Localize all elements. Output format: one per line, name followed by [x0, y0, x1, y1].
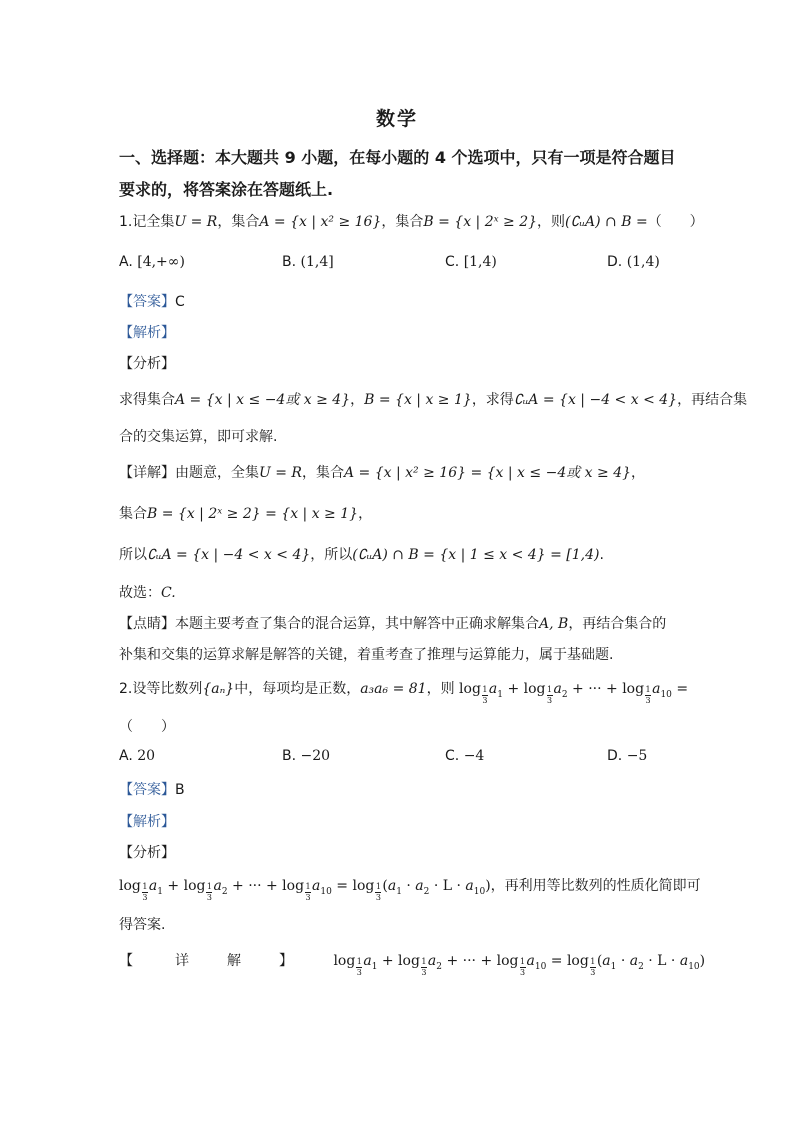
q2-fenxi-tag: 【分析】 [119, 845, 175, 861]
q1-option-b[interactable]: B. (1,4] [282, 254, 334, 270]
section-heading-cont: 要求的，将答案涂在答题纸上. [119, 180, 334, 199]
q1-analysis-tag: 【解析】 [119, 325, 175, 341]
log-identity-expression: log $\frac{1}{3}$ $a_1 + \log$ $\frac{1}{3}$ $a_2$ + ··· + log $\frac{1}{3}$ $a_{10} = \log$ $\frac{1}{3}$ $(a_1 \cdot a_2 \cdot L \cdot a_{10})$ [119, 878, 491, 902]
q2-stem: 2.设等比数列{aₙ}中，每项均是正数，a₃a₆ = 81，则 log $\frac{1}{3}$ $a_1 + \log$ $\frac{1}{3}$ $a_2$ + ··· + log $\frac{1}{3}$ $a_{10}$ = [119, 681, 689, 705]
q1-xiangjie-line1: 【详解】由题意，全集U = R，集合A = {x | x² ≥ 16} = {x | x ≤ −4或 x ≥ 4}， [119, 465, 646, 481]
q1-xiangjie-line3: 所以∁ᵤA = {x | −4 < x < 4}，所以(∁ᵤA) ∩ B = {x | 1 ≤ x < 4} = [1,4). [119, 547, 604, 563]
q1-stem: 1.记全集U = R，集合A = {x | x² ≥ 16}，集合B = {x | 2ˣ ≥ 2}，则(∁ᵤA) ∩ B =（ ） [119, 214, 704, 230]
q1-option-a[interactable]: A. [4,+∞) [119, 254, 185, 270]
q1-dianjing-line2: 补集和交集的运算求解是解答的关键，着重考查了推理与运算能力，属于基础题. [119, 647, 614, 663]
q2-answer: 【答案】B [119, 782, 185, 798]
q2-option-c[interactable]: C. −4 [445, 748, 485, 764]
q1-option-c[interactable]: C. [1,4) [445, 254, 497, 270]
q1-fenxi-tag: 【分析】 [119, 356, 175, 372]
q1-option-d[interactable]: D. (1,4) [607, 254, 660, 270]
q1-fenxi-line1: 求得集合A = {x | x ≤ −4或 x ≥ 4}，B = {x | x ≥ 1}，求得∁ᵤA = {x | −4 < x < 4}，再结合集 [119, 392, 748, 408]
q1-xiangjie-line2: 集合B = {x | 2ˣ ≥ 2} = {x | x ≥ 1}， [119, 506, 373, 522]
q1-fenxi-line2: 合的交集运算，即可求解. [119, 429, 278, 445]
log-identity-expression-2: log $\frac{1}{3}$ $a_1 + \log$ $\frac{1}{3}$ $a_2$ + ··· + log $\frac{1}{3}$ $a_{10} = \log$ $\frac{1}{3}$ $(a_1 \cdot a_2 \cdot L \cdot a_{10})$ [333, 953, 706, 977]
q2-option-b[interactable]: B. −20 [282, 748, 331, 764]
q2-option-d[interactable]: D. −5 [607, 748, 648, 764]
q1-dianjing-line1: 【点睛】本题主要考查了集合的混合运算，其中解答中正确求解集合A, B，再结合集合的 [119, 616, 667, 632]
q2-fenxi-line1: log $\frac{1}{3}$ $a_1 + \log$ $\frac{1}{3}$ $a_2$ + ··· + log $\frac{1}{3}$ $a_{10} = \log$ $\frac{1}{3}$ $(a_1 \cdot a_2 \cdot L \cdot a_{10})$，再利用等比数列的性质化简即可 [119, 878, 701, 902]
q2-xiangjie-line: 【 详 解 】 log $\frac{1}{3}$ $a_1 + \log$ $\frac{1}{3}$ $a_2$ + ··· + log $\frac{1}{3}$ $a_{10} = \log$ $\frac{1}{3}$ $(a_1 \cdot a_2 \cdot L \cdot a_{10})$ [119, 953, 706, 977]
section-heading: 一、选择题：本大题共 9 小题，在每小题的 4 个选项中，只有一项是符合题目 [119, 148, 676, 167]
q2-fenxi-line2: 得答案. [119, 917, 166, 933]
page-title: 数学 [375, 108, 418, 130]
q1-conclusion: 故选：C. [119, 585, 176, 601]
q2-option-a[interactable]: A. 20 [119, 748, 156, 764]
q1-answer: 【答案】C [119, 294, 185, 310]
log-sum-expression: log $\frac{1}{3}$ $a_1 + \log$ $\frac{1}{3}$ $a_2$ + ··· + log $\frac{1}{3}$ $a_{10}$ [459, 681, 672, 705]
q2-paren: （ ） [119, 719, 175, 735]
q2-analysis-tag: 【解析】 [119, 814, 175, 830]
